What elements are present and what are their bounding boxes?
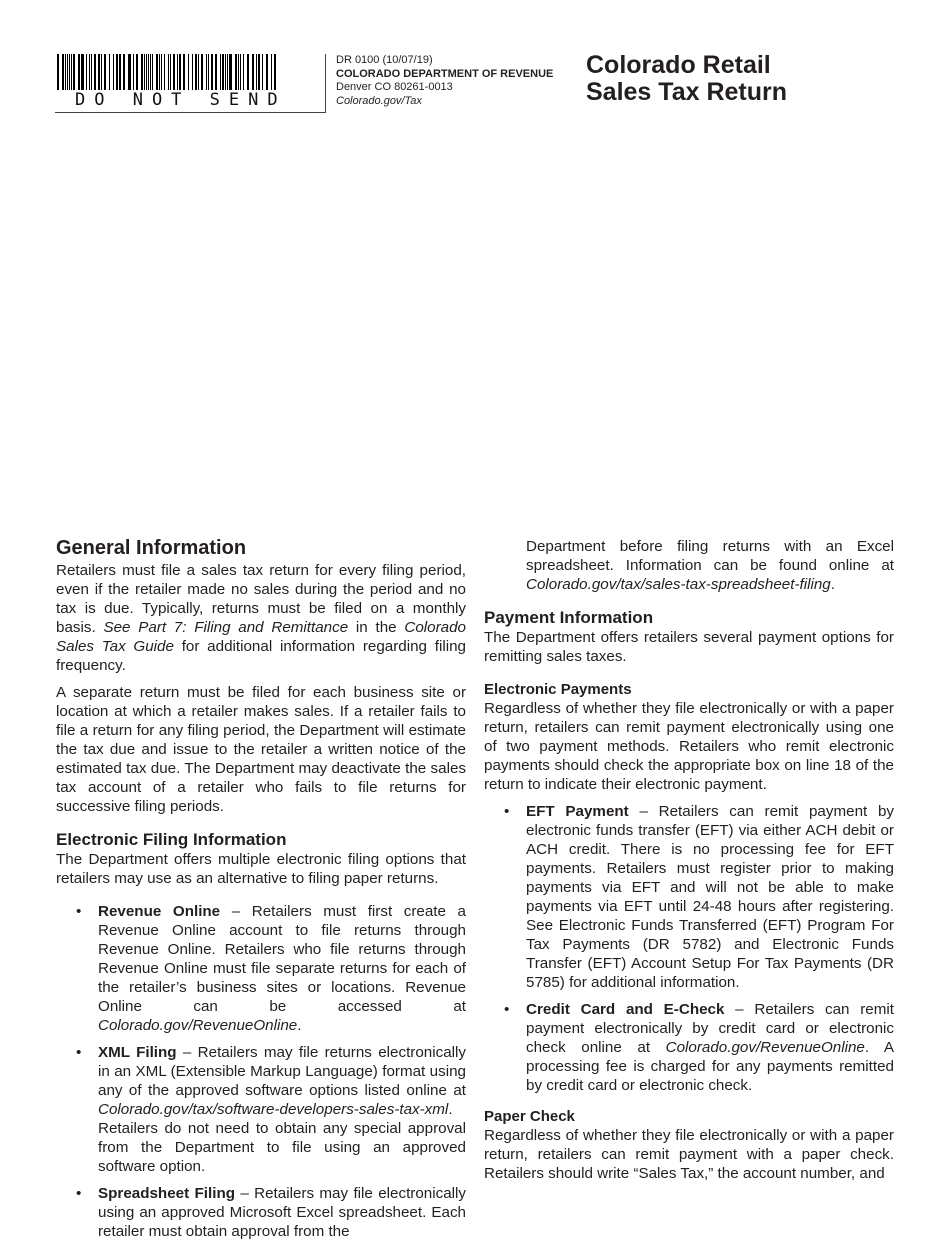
- barcode-bar: [141, 54, 143, 90]
- barcode-label: DO NOT SEND: [75, 90, 287, 110]
- paragraph: [56, 683, 466, 816]
- barcode-bar: [229, 54, 230, 90]
- bold-term: EFT Payment: [526, 803, 629, 820]
- paragraph: [56, 850, 466, 888]
- barcode-bar: [235, 54, 237, 90]
- barcode-bar: [86, 54, 87, 90]
- department-website: Colorado.gov/Tax: [336, 94, 422, 107]
- barcode-bar: [168, 54, 169, 90]
- text-segment: in the: [348, 619, 405, 636]
- barcode-bar: [256, 54, 257, 90]
- barcode-bar: [188, 54, 189, 90]
- bullet-icon: •: [504, 803, 510, 820]
- continued-bullet-text: [484, 537, 894, 594]
- barcode-bar: [222, 54, 223, 90]
- section-heading: Payment Information: [484, 608, 654, 627]
- text-segment: – Retailers can remit payment electronically by credit card or electronic check online at: [526, 1001, 894, 1056]
- barcode-bar: [146, 54, 147, 90]
- barcode: [55, 54, 326, 113]
- barcode-bar: [227, 54, 228, 90]
- text-segment: for additional information regarding filing frequency.: [56, 638, 466, 674]
- barcode-bar: [152, 54, 154, 90]
- barcode-bar: [150, 54, 151, 90]
- barcode-bar: [129, 54, 130, 90]
- bullet-item: [484, 802, 894, 992]
- text-segment: . A processing fee is charged for any payments remitted by credit card or electronic check.: [526, 1039, 894, 1094]
- section-heading: Electronic Filing Information: [56, 830, 287, 849]
- text-segment: – Retailers may file electronically using an approved Microsoft Excel spreadsheet. Each retailer must obtain approval from the: [98, 1185, 466, 1240]
- barcode-bar: [271, 54, 272, 90]
- italic-reference: Colorado.gov/RevenueOnline: [98, 1017, 298, 1034]
- barcode-bar: [164, 54, 165, 90]
- text-segment: – Retailers must first create a Revenue Online account to file returns through Revenue Online. Retailers who file returns through Revenue Online must file separate returns for each of the retailer’s business sites or locations. Revenue Online can be accessed at: [98, 903, 466, 1015]
- text-segment: .: [830, 576, 835, 593]
- paragraph: [484, 628, 894, 666]
- italic-reference: Colorado Sales Tax Guide: [56, 619, 466, 655]
- barcode-bar: [201, 54, 203, 90]
- barcode-bar: [208, 54, 209, 90]
- barcode-bar: [133, 54, 134, 90]
- text-segment: . Retailers do not need to obtain any special approval from the Department to file using an approved software option.: [98, 1101, 466, 1175]
- barcode-bar: [252, 54, 254, 90]
- paragraph: [484, 699, 894, 794]
- barcode-bar: [198, 54, 199, 90]
- barcode-bar: [262, 54, 264, 90]
- barcode-bar: [179, 54, 180, 90]
- barcode-bar: [173, 54, 175, 90]
- barcode-bar: [206, 54, 207, 90]
- barcode-bar: [67, 54, 68, 90]
- barcode-bar: [177, 54, 178, 90]
- page-title: [586, 52, 787, 106]
- barcode-bar: [258, 54, 259, 90]
- barcode-bar: [148, 54, 149, 90]
- text-segment: Department before filing returns with an Excel spreadsheet. Information can be found online at: [526, 538, 894, 574]
- barcode-bar: [238, 54, 239, 90]
- barcode-bar: [57, 54, 59, 90]
- barcode-bar: [119, 54, 120, 90]
- barcode-bar: [128, 54, 129, 90]
- barcode-bar: [104, 54, 106, 90]
- barcode-bars: [57, 54, 277, 90]
- barcode-bar: [156, 54, 158, 90]
- form-header: [336, 54, 553, 108]
- department-name: COLORADO DEPARTMENT OF REVENUE: [336, 67, 554, 80]
- barcode-bar: [82, 54, 83, 90]
- barcode-bar: [94, 54, 96, 90]
- barcode-bar: [195, 54, 197, 90]
- barcode-bar: [230, 54, 232, 90]
- text-segment: The Department offers retailers several payment options for remitting sales taxes.: [484, 629, 894, 665]
- barcode-bar: [144, 54, 145, 90]
- barcode-bar: [123, 54, 125, 90]
- barcode-bar: [69, 54, 70, 90]
- paragraph: [56, 561, 466, 675]
- title-line-1: Colorado Retail: [586, 51, 771, 79]
- text-segment: Retailers must file a sales tax return for every filing period, even if the retailer made no sales during the period and no tax is due. Typically, returns must be filed on a monthly basis.: [56, 562, 466, 636]
- barcode-bar: [266, 54, 267, 90]
- bullet-icon: •: [504, 1001, 510, 1018]
- barcode-bar: [159, 54, 160, 90]
- barcode-bar: [81, 54, 82, 90]
- barcode-bar: [116, 54, 118, 90]
- section-heading: General Information: [56, 537, 247, 559]
- bullet-icon: •: [76, 903, 82, 920]
- barcode-bar: [91, 54, 92, 90]
- barcode-bar: [240, 54, 241, 90]
- section-heading: Electronic Payments: [484, 681, 632, 698]
- barcode-bar: [220, 54, 222, 90]
- right-column: [484, 537, 894, 1191]
- barcode-bar: [65, 54, 66, 90]
- italic-reference: Colorado.gov/RevenueOnline: [665, 1039, 865, 1056]
- barcode-bar: [274, 54, 276, 90]
- barcode-bar: [247, 54, 248, 90]
- text-segment: A separate return must be filed for each business site or location at which a retailer makes sales. If a retailer fails to file a return for any filing period, the Department will estimate the tax due and issue to the retailer a written notice of the estimated tax due. The Department may deactivate the sales tax account of a retailer who fails to file returns for successive filing periods.: [56, 684, 466, 815]
- bullet-item: [484, 1000, 894, 1095]
- italic-reference: Colorado.gov/tax/sales-tax-spreadsheet-filing: [526, 576, 831, 593]
- barcode-bar: [109, 54, 110, 90]
- barcode-bar: [211, 54, 212, 90]
- barcode-bar: [161, 54, 162, 90]
- left-column: [56, 537, 466, 1249]
- italic-reference: Colorado.gov/tax/software-developers-sales-tax-xml: [98, 1101, 449, 1118]
- barcode-bar: [192, 54, 193, 90]
- bold-term: Revenue Online: [98, 903, 221, 920]
- barcode-bar: [113, 54, 114, 90]
- bullet-item: [56, 1043, 466, 1176]
- barcode-bar: [78, 54, 80, 90]
- form-number: DR 0100 (10/07/19): [336, 54, 433, 66]
- barcode-bar: [170, 54, 171, 90]
- barcode-bar: [73, 54, 75, 90]
- title-line-2: Sales Tax Return: [586, 78, 788, 106]
- italic-reference: See Part 7: Filing and Remittance: [103, 619, 349, 636]
- section-heading: Paper Check: [484, 1108, 575, 1125]
- barcode-bar: [215, 54, 217, 90]
- barcode-bar: [98, 54, 99, 90]
- text-segment: – Retailers may file returns electronically in an XML (Extensible Markup Language) format using any of the approved software options listed online at: [98, 1044, 466, 1099]
- text-segment: .: [297, 1017, 302, 1034]
- bold-term: Credit Card and E-Check: [526, 1001, 725, 1018]
- barcode-bar: [243, 54, 244, 90]
- barcode-bar: [248, 54, 249, 90]
- bullet-icon: •: [76, 1185, 82, 1202]
- barcode-bar: [225, 54, 226, 90]
- barcode-bar: [71, 54, 72, 90]
- barcode-bar: [183, 54, 185, 90]
- text-segment: Regardless of whether they file electronically or with a paper return, retailers can remit payment electronically using one of two payment methods. Retailers who remit electronic payments should check the appropriate box on line 18 of the return to indicate their electronic payment.: [484, 700, 894, 793]
- text-segment: – Retailers can remit payment by electronic funds transfer (EFT) via either ACH debit or ACH credit. There is no processing fee for EFT payments. Retailers must register prior to making payments via EFT and will not be able to make payments via EFT until 24-48 hours after registering. See Electronic Funds Transferred (EFT) Program For Tax Payments (DR 5782) and Electronic Funds Transfer (EFT) Account Setup For Tax Payments (DR 5785) for additional information.: [526, 803, 895, 991]
- barcode-bar: [89, 54, 90, 90]
- bullet-item: [56, 902, 466, 1035]
- bullet-icon: •: [76, 1044, 82, 1061]
- text-segment: The Department offers multiple electronic filing options that retailers may use as an alternative to filing paper returns.: [56, 851, 466, 887]
- paragraph: [484, 1126, 894, 1183]
- bold-term: XML Filing: [98, 1044, 177, 1061]
- barcode-bar: [62, 54, 64, 90]
- barcode-bar: [136, 54, 138, 90]
- text-segment: Regardless of whether they file electronically or with a paper return, retailers can remit payment with a paper check. Retailers should write “Sales Tax,” the account number, and: [484, 1127, 894, 1182]
- bold-term: Spreadsheet Filing: [98, 1185, 235, 1202]
- barcode-bar: [101, 54, 102, 90]
- bullet-item: [56, 1184, 466, 1241]
- department-address: Denver CO 80261-0013: [336, 81, 453, 93]
